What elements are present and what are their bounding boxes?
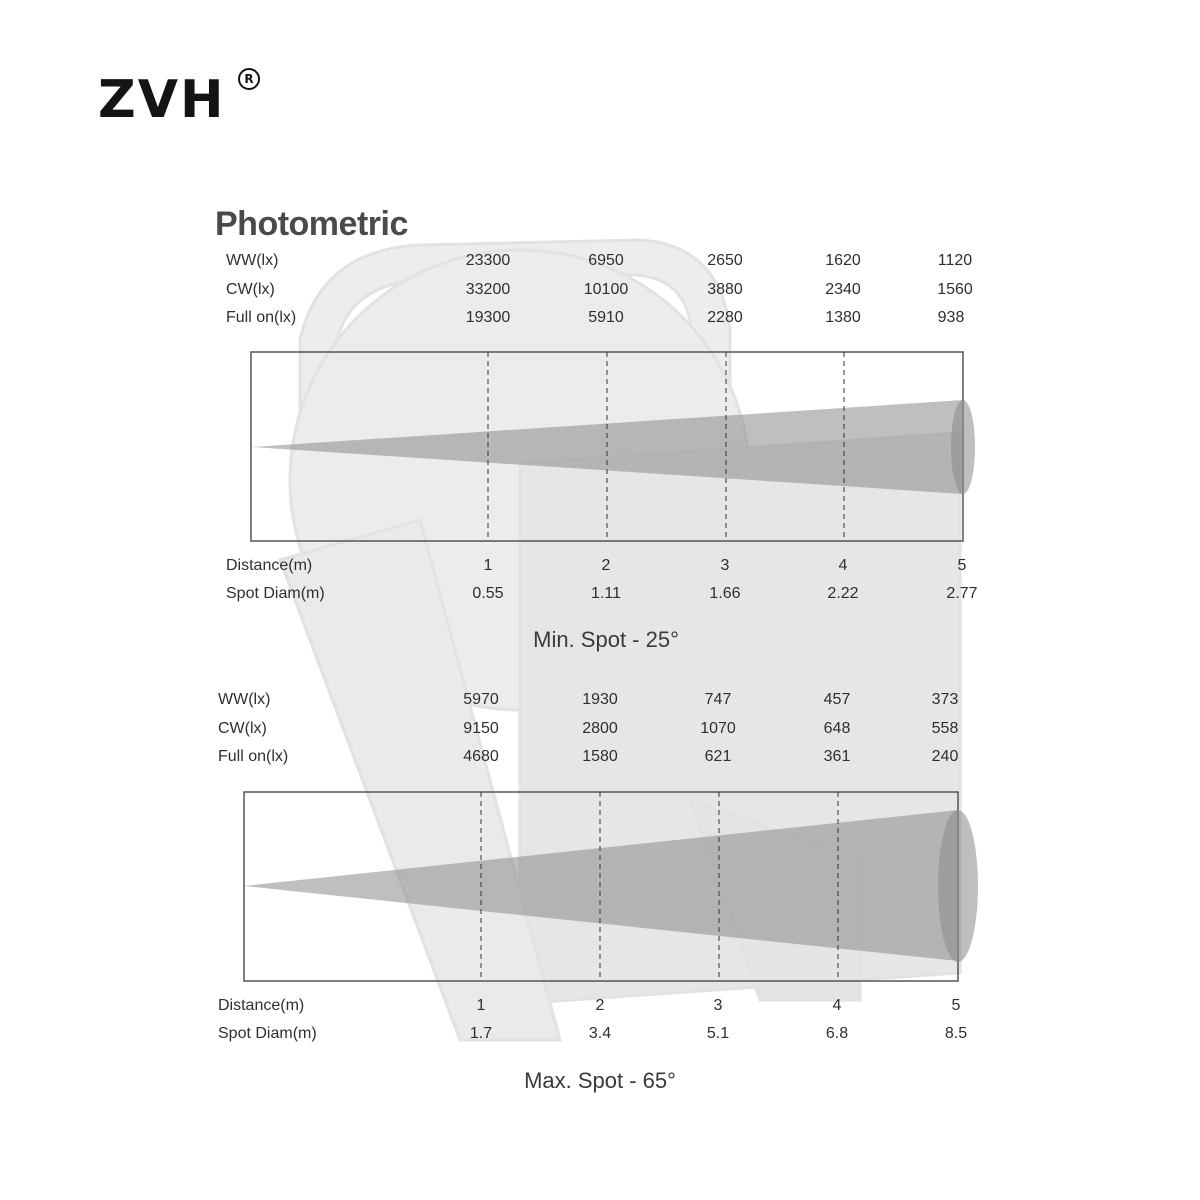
value-cell: 23300	[465, 252, 511, 269]
value-cell: 1380	[825, 309, 861, 326]
spot-diam-value: 8.5	[944, 1025, 968, 1042]
min-spot-caption: Min. Spot - 25°	[533, 627, 679, 652]
spot-diam-label: Spot Diam(m)	[218, 1025, 317, 1042]
distance-value: 4	[832, 997, 842, 1014]
brand-logo: ZVH	[98, 70, 226, 130]
spot-diam-value: 5.1	[706, 1025, 730, 1042]
row-label-ww: WW(lx)	[218, 691, 271, 708]
row-label-full-on: Full on(lx)	[226, 309, 297, 326]
row-label-cw: CW(lx)	[226, 281, 275, 298]
value-cell: 2340	[825, 281, 861, 298]
spot-diam-value: 2.22	[827, 585, 859, 602]
spot-diam-value: 6.8	[825, 1025, 849, 1042]
value-cell: 1120	[937, 252, 973, 269]
row-label-cw: CW(lx)	[218, 720, 267, 737]
spot-diam-value: 1.7	[469, 1025, 493, 1042]
value-cell: 1620	[825, 252, 861, 269]
value-cell: 6950	[588, 252, 624, 269]
min-spot-beam-diagram	[248, 350, 978, 545]
distance-value: 5	[957, 557, 967, 574]
value-cell: 1930	[582, 691, 618, 708]
value-cell: 747	[704, 691, 732, 708]
distance-value: 2	[595, 997, 605, 1014]
distance-value: 2	[601, 557, 611, 574]
distance-value: 3	[720, 557, 730, 574]
value-cell: 558	[931, 720, 959, 737]
value-cell: 10100	[583, 281, 629, 298]
value-cell: 4680	[463, 748, 499, 765]
value-cell: 457	[823, 691, 851, 708]
spot-diam-value: 0.55	[472, 585, 504, 602]
value-cell: 361	[823, 748, 851, 765]
distance-value: 4	[838, 557, 848, 574]
distance-value: 3	[713, 997, 723, 1014]
value-cell: 1580	[582, 748, 618, 765]
value-cell: 9150	[463, 720, 499, 737]
value-cell: 2800	[582, 720, 618, 737]
value-cell: 33200	[465, 281, 511, 298]
row-label-full-on: Full on(lx)	[218, 748, 289, 765]
value-cell: 19300	[465, 309, 511, 326]
value-cell: 373	[931, 691, 959, 708]
value-cell: 1070	[700, 720, 736, 737]
distance-value: 5	[951, 997, 961, 1014]
section-title: Photometric	[215, 205, 408, 243]
distance-value: 1	[483, 557, 493, 574]
spot-diam-value: 2.77	[946, 585, 978, 602]
value-cell: 1560	[937, 281, 973, 298]
value-cell: 621	[704, 748, 732, 765]
distance-value: 1	[476, 997, 486, 1014]
spot-diam-value: 3.4	[588, 1025, 612, 1042]
value-cell: 2280	[707, 309, 743, 326]
registered-mark: R	[238, 68, 260, 90]
value-cell: 5910	[588, 309, 624, 326]
distance-label: Distance(m)	[218, 997, 305, 1014]
value-cell: 240	[931, 748, 959, 765]
value-cell: 5970	[463, 691, 499, 708]
spot-diam-value: 1.66	[709, 585, 741, 602]
beam-spot-ellipse	[951, 400, 975, 494]
value-cell: 3880	[707, 281, 743, 298]
max-spot-caption: Max. Spot - 65°	[524, 1068, 676, 1093]
beam-spot-ellipse	[938, 810, 978, 962]
spot-diam-label: Spot Diam(m)	[226, 585, 325, 602]
value-cell: 938	[937, 309, 965, 326]
spot-diam-value: 1.11	[591, 585, 621, 602]
max-spot-beam-diagram	[240, 790, 985, 985]
value-cell: 2650	[707, 252, 743, 269]
row-label-ww: WW(lx)	[226, 252, 279, 269]
distance-label: Distance(m)	[226, 557, 313, 574]
value-cell: 648	[823, 720, 851, 737]
beam-cone	[244, 810, 958, 961]
